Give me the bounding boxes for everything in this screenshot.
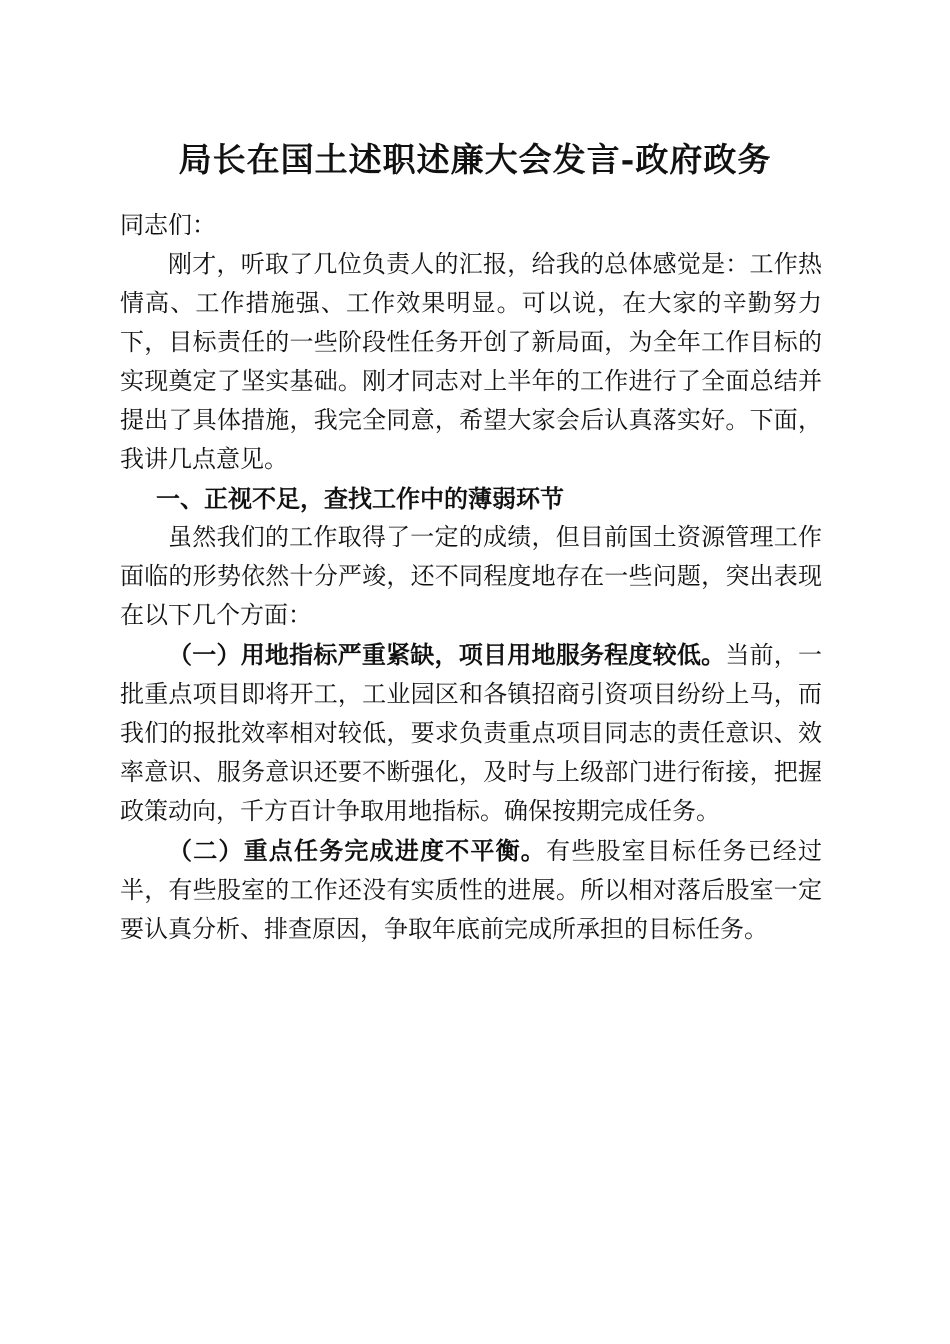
section-heading-1: 一、正视不足，查找工作中的薄弱环节 [156, 484, 564, 513]
item-2-body: 有些股室目标任务已经过半，有些股室的工作还没有实质性的进展。所以相对落后股室一定要认真分析、排查原因，争取年底前完成所承担的目标任务。 [120, 837, 822, 943]
salutation: 同志们： [120, 211, 216, 239]
document-title: 局长在国土述职述廉大会发言-政府政务 [178, 140, 772, 179]
item-1-lead: （一）用地指标严重紧缺，项目用地服务程度较低。 [168, 640, 726, 669]
paragraph-item-1 [120, 635, 822, 831]
paragraph-intro: 刚才，听取了几位负责人的汇报，给我的总体感觉是：工作热情高、工作措施强、工作效果明显。可以说，在大家的辛勤努力下，目标责任的一些阶段性任务开创了新局面，为全年工作目标的实现奠定了坚实基础。刚才同志对上半年的工作进行了全面总结并提出了具体措施，我完全同意，希望大家会后认真落实好。下面，我讲几点意见。 [120, 250, 822, 473]
item-1-body: 当前，一批重点项目即将开工，工业园区和各镇招商引资项目纷纷上马，而我们的报批效率相对较低，要求负责重点项目同志的责任意识、效率意识、服务意识还要不断强化，及时与上级部门进行衔接，把握政策动向，千方百计争取用地指标。确保按期完成任务。 [120, 641, 823, 825]
paragraph-item-2 [120, 831, 822, 949]
paragraph-problems: 虽然我们的工作取得了一定的成绩，但目前国土资源管理工作面临的形势依然十分严竣，还不同程度地存在一些问题，突出表现在以下几个方面： [120, 523, 822, 629]
item-2-lead: （二）重点任务完成进度不平衡。 [168, 836, 546, 865]
document-body [120, 206, 822, 949]
